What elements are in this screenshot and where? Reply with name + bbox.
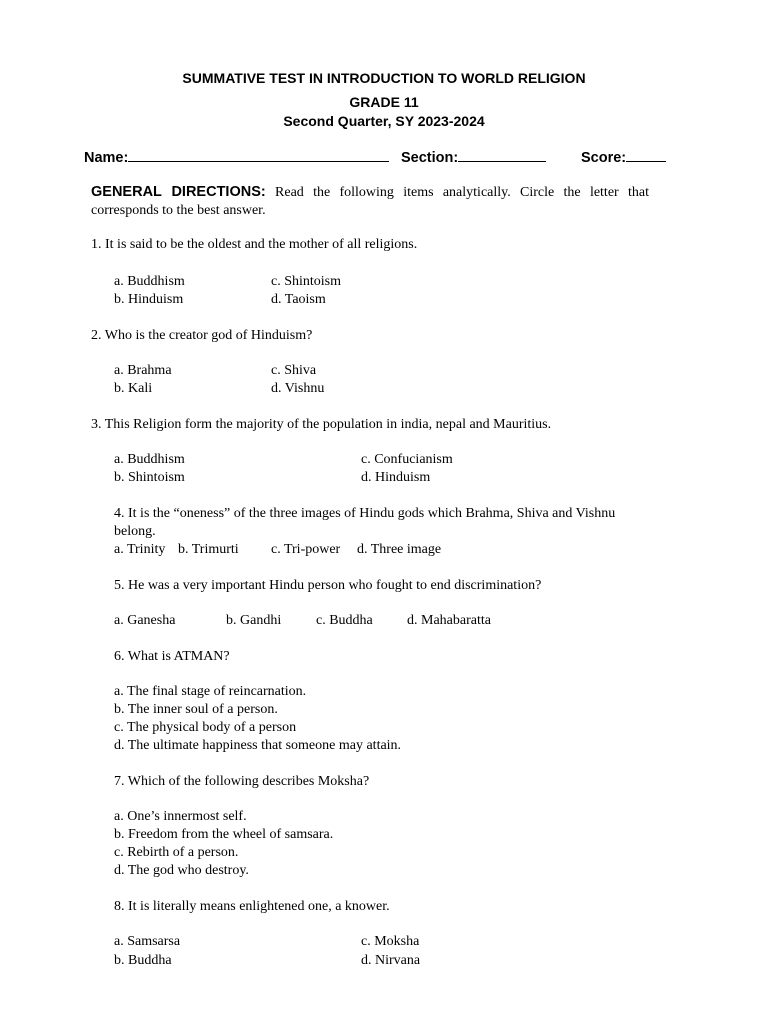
score-blank-line[interactable] [626,147,666,162]
q7-option-b[interactable]: b. Freedom from the wheel of samsara. [114,827,334,842]
score-label: Score: [581,150,627,166]
q4-option-d[interactable]: d. Three image [357,542,442,557]
general-directions [91,183,649,220]
q1-option-d[interactable]: d. Taoism [271,292,326,307]
q6-option-c[interactable]: c. The physical body of a person [114,720,297,735]
name-blank-line[interactable] [128,147,389,162]
q5-option-b[interactable]: b. Gandhi [226,613,282,628]
score-field[interactable] [581,147,666,166]
q7-option-a[interactable]: a. One’s innermost self. [114,809,247,824]
q5-option-d[interactable]: d. Mahabaratta [407,613,491,628]
q2-option-c[interactable]: c. Shiva [271,363,317,378]
q1-option-b[interactable]: b. Hinduism [114,292,184,307]
question-1: 1. It is said to be the oldest and the mother of all religions. [91,237,418,252]
question-6: 6. What is ATMAN? [114,649,230,664]
q5-option-c[interactable]: c. Buddha [316,613,373,628]
section-blank-line[interactable] [458,147,546,162]
q3-option-a[interactable]: a. Buddhism [114,452,185,467]
test-title: SUMMATIVE TEST IN INTRODUCTION TO WORLD RELIGION [182,70,586,86]
question-2: 2. Who is the creator god of Hinduism? [91,328,313,343]
quarter-year: Second Quarter, SY 2023-2024 [283,113,485,129]
q2-option-b[interactable]: b. Kali [114,381,153,396]
q8-option-b[interactable]: b. Buddha [114,953,172,968]
question-4: 4. It is the “oneness” of the three images of Hindu gods which Brahma, Shiva and Vishnu [114,506,616,521]
question-5: 5. He was a very important Hindu person who fought to end discrimination? [114,578,542,593]
q8-option-c[interactable]: c. Moksha [361,934,420,949]
q3-option-d[interactable]: d. Hinduism [361,470,431,485]
q6-option-a[interactable]: a. The final stage of reincarnation. [114,684,307,699]
section-field[interactable] [401,147,546,166]
q2-option-a[interactable]: a. Brahma [114,363,172,378]
q1-option-c[interactable]: c. Shintoism [271,274,342,289]
section-label: Section: [401,150,459,166]
q2-option-d[interactable]: d. Vishnu [271,381,325,396]
q3-option-c[interactable]: c. Confucianism [361,452,453,467]
question-8: 8. It is literally means enlightened one, a knower. [114,899,390,914]
name-label: Name: [84,150,129,166]
q4-option-b[interactable]: b. Trimurti [178,542,239,557]
name-field[interactable] [84,147,389,166]
q7-option-c[interactable]: c. Rebirth of a person. [114,845,239,860]
q8-option-a[interactable]: a. Samsarsa [114,934,181,949]
question-3: 3. This Religion form the majority of the population in india, nepal and Mauritius. [91,417,552,432]
q8-option-d[interactable]: d. Nirvana [361,953,421,968]
grade-level: GRADE 11 [349,94,419,110]
q7-option-d[interactable]: d. The god who destroy. [114,863,249,878]
directions-text: Read the following items analytically. Circle the letter that corresponds to the best answer. [91,185,649,218]
q6-option-b[interactable]: b. The inner soul of a person. [114,702,278,717]
q6-option-d[interactable]: d. The ultimate happiness that someone may attain. [114,738,402,753]
directions-label: GENERAL DIRECTIONS: [91,184,266,200]
q4-option-a[interactable]: a. Trinity [114,542,166,557]
question-7: 7. Which of the following describes Moksha? [114,774,370,789]
q5-option-a[interactable]: a. Ganesha [114,613,176,628]
q4-option-c[interactable]: c. Tri-power [271,542,341,557]
question-4-continued: belong. [114,524,156,539]
q1-option-a[interactable]: a. Buddhism [114,274,185,289]
q3-option-b[interactable]: b. Shintoism [114,470,185,485]
